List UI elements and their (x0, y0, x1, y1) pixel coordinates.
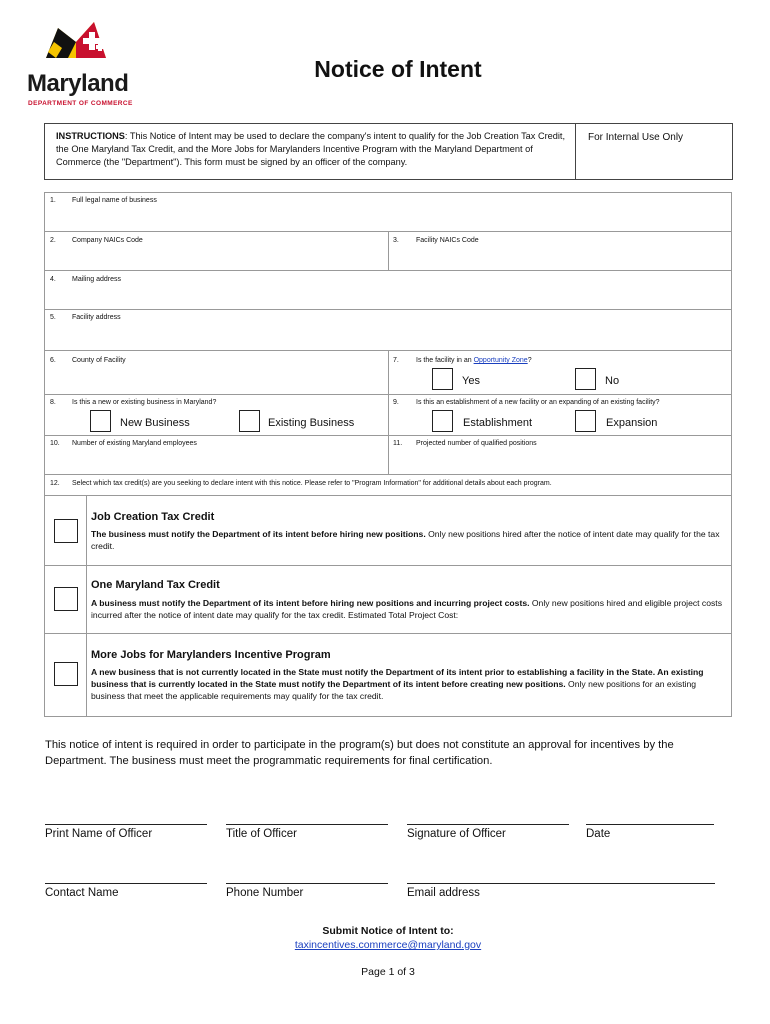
signature-line[interactable] (407, 883, 715, 884)
logo-wordmark: Maryland (27, 70, 129, 97)
label-text: ? (527, 357, 532, 364)
field-mailing-address[interactable] (44, 270, 732, 310)
field-label: Company NAICs Code (72, 237, 143, 244)
field-label (416, 357, 532, 364)
signature-line[interactable] (226, 824, 388, 825)
page-title: Notice of Intent (314, 56, 482, 82)
field-label: Number of existing Maryland employees (72, 440, 197, 447)
option-no-label: No (605, 375, 620, 387)
program-description (91, 597, 731, 621)
contact-name-label: Contact Name (45, 887, 119, 899)
field-label: Select which tax credit(s) are you seeking to declare intent with this notice. Please refer to "Program Information" for additional details about each program. (72, 480, 552, 487)
field-label: Facility NAICs Code (416, 237, 479, 244)
field-number: 7. (393, 357, 399, 364)
signature-line[interactable] (407, 824, 569, 825)
submit-label: Submit Notice of Intent to: (322, 925, 454, 937)
option-existing-business-label: Existing Business (268, 417, 355, 429)
checkbox-more-jobs[interactable] (54, 662, 78, 686)
field-label: Is this a new or existing business in Maryland? (72, 399, 217, 406)
program-text: Only new positions hired after the notice of intent date may qualify for the tax credit. (91, 529, 720, 551)
option-establishment-label: Establishment (463, 417, 533, 429)
program-title: One Maryland Tax Credit (91, 579, 220, 591)
program-divider (44, 633, 732, 634)
program-column-divider (86, 495, 87, 717)
label-text: Is the facility in an (416, 357, 474, 364)
field-label: County of Facility (72, 357, 126, 364)
email-address-label: Email address (407, 887, 480, 899)
field-number: 4. (50, 276, 56, 283)
field-label: Mailing address (72, 276, 122, 283)
field-label: Full legal name of business (72, 197, 157, 204)
date-label: Date (586, 828, 611, 840)
signature-line[interactable] (45, 883, 207, 884)
title-of-officer-label: Title of Officer (226, 828, 297, 840)
program-title: Job Creation Tax Credit (91, 511, 215, 523)
field-label: Facility address (72, 314, 121, 321)
opportunity-zone-link[interactable]: Opportunity Zone (473, 357, 528, 364)
submit-email-container (0, 939, 770, 951)
field-facility-address[interactable] (44, 309, 732, 351)
signature-line[interactable] (45, 824, 207, 825)
checkbox-no[interactable] (575, 368, 596, 390)
print-name-label: Print Name of Officer (45, 828, 153, 840)
program-title: More Jobs for Marylanders Incentive Program (91, 649, 331, 661)
instructions-body: : This Notice of Intent may be used to declare the company's intent to qualify for the Job Creation Tax Credit, the One Maryland Tax Credit, and the More Jobs for Marylanders Incentive Program with the Maryland Department of Commerce (the "Department"). This form must be signed by an officer of the company. (56, 131, 566, 167)
checkbox-expansion[interactable] (575, 410, 596, 432)
field-label: Is this an establishment of a new facility or an expanding of an existing facility? (416, 399, 660, 406)
field-number: 2. (50, 237, 56, 244)
phone-number-label: Phone Number (226, 887, 304, 899)
field-number: 1. (50, 197, 56, 204)
program-description (91, 528, 731, 552)
instructions-divider (575, 123, 576, 180)
program-description (91, 666, 731, 702)
checkbox-existing-business[interactable] (239, 410, 260, 432)
signature-line[interactable] (226, 883, 388, 884)
program-text: Only new positions hired and eligible project costs incurred after the notice of intent date may qualify for the tax credit. Estimated Total Project Cost: (91, 598, 722, 620)
program-bold-text: A business must notify the Department of its intent before hiring new positions and incurring project costs. (91, 598, 530, 608)
submit-email-link[interactable]: taxincentives.commerce@maryland.gov (294, 939, 482, 951)
field-number: 9. (393, 399, 399, 406)
option-expansion-label: Expansion (606, 417, 658, 429)
option-new-business-label: New Business (120, 417, 190, 429)
notice-paragraph: This notice of intent is required in order to participate in the program(s) but does not constitute an approval for incentives by the Department. The business must meet the programmatic requirements for final certification. (45, 739, 674, 767)
program-bold-text: A new business that is not currently located in the State must notify the Department of its intent prior to establishing a facility in the State. An existing business that is currently located in the State must notify the Department of its intent before creating new positions. (91, 667, 704, 689)
checkbox-new-business[interactable] (90, 410, 111, 432)
field-number: 5. (50, 314, 56, 321)
checkbox-establishment[interactable] (432, 410, 453, 432)
logo-subtitle: DEPARTMENT OF COMMERCE (28, 100, 133, 107)
program-divider (44, 565, 732, 566)
instructions-text (56, 130, 566, 169)
field-label: Projected number of qualified positions (416, 440, 537, 447)
field-number: 6. (50, 357, 56, 364)
program-bold-text: The business must notify the Department of its intent before hiring new positions. (91, 529, 426, 539)
checkbox-one-maryland[interactable] (54, 587, 78, 611)
option-yes-label: Yes (462, 375, 480, 387)
internal-use-label: For Internal Use Only (588, 132, 684, 143)
field-number: 10. (50, 440, 60, 447)
page-number: Page 1 of 3 (361, 966, 415, 978)
field-number: 11. (393, 440, 403, 447)
checkbox-yes[interactable] (432, 368, 453, 390)
field-number: 12. (50, 480, 60, 487)
signature-label: Signature of Officer (407, 828, 506, 840)
field-number: 8. (50, 399, 56, 406)
signature-line[interactable] (586, 824, 714, 825)
field-number: 3. (393, 237, 399, 244)
instructions-label: INSTRUCTIONS (56, 131, 125, 141)
checkbox-job-creation[interactable] (54, 519, 78, 543)
program-text: Only new positions for an existing business that meet the applicable requirements may qualify for the tax credit. (91, 679, 697, 701)
